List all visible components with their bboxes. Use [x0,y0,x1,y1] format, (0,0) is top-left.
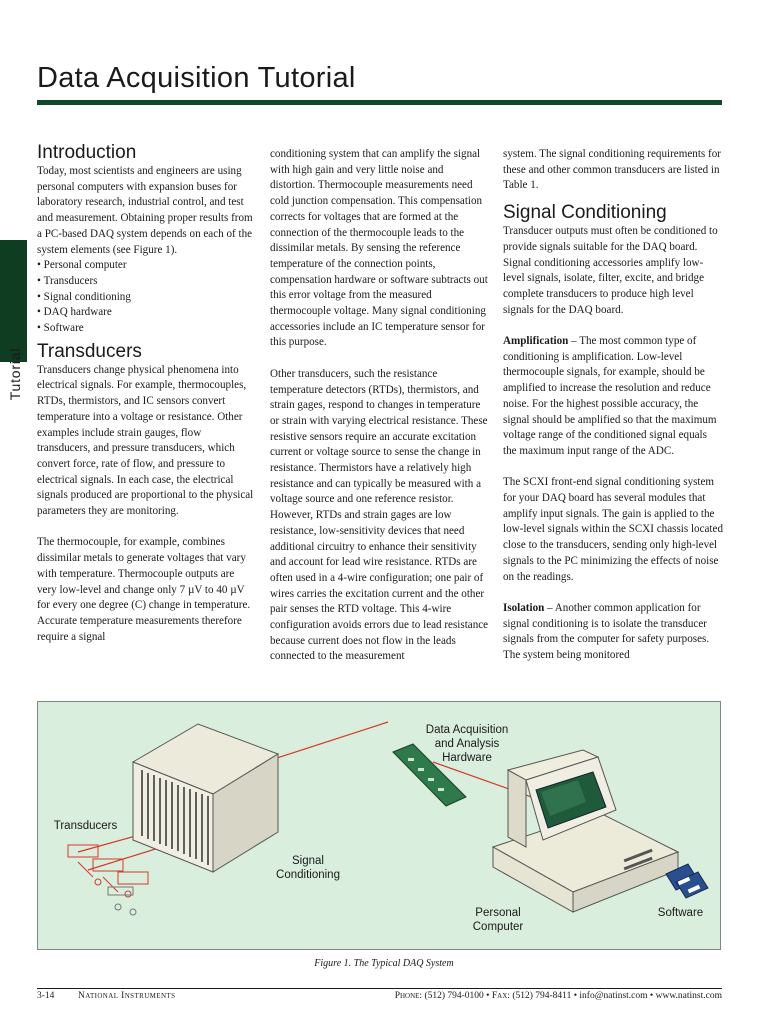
resistive-sensors-paragraph: Other transducers, such the resistance temperature detectors (RTDs), thermistors, and strain gages, respond to changes in temperature or strain with varying electrical resistance. These resistive sensors require an accurate excitation current or voltage source to sense the change in resistance. Thermistors have a relatively high resistance and can typically be measured with a voltage source and one reference resistor. However, RTDs and strain gages are low resistance, low-sensitivity devices that need additional circuitry to enhance their sensitivity and account for lead wire resistance. RTDs are often used in a 4-wire configuration; one pair of wires carries the excitation current and the other pair senses the RTD voltage. This 4-wire configuration avoids errors due to lead resistance because current does not flow in the leads connected to the measurement [270,367,489,663]
thermocouple-paragraph: The thermocouple, for example, combines dissimilar metals to generate voltages that vary with temperature. Thermocouple outputs are very low-level and change only 7 µV to 40 µV for every one degree (C) change in temperature. Accurate temperature measurements therefore require a signal [37,536,251,643]
side-tab-label: Tutorial [7,347,23,401]
signal-conditioning-paragraph: Transducer outputs must often be conditioned to provide signals suitable for the DAQ board. Signal conditioning accessories amplify low-level signals, isolate, filter, excite, and bridge complete transducers to produce high level signals for the DAQ board. [503,225,718,316]
footer-contact [395,991,722,1001]
list-item: • Software [37,321,255,337]
table-reference-paragraph: system. The signal conditioning requirements for these and other common transducers are listed in Table 1. [503,148,721,192]
list-item: • DAQ hardware [37,305,255,321]
figure-daq-system [37,701,721,950]
transducers-heading: Transducers [37,340,142,362]
personal-computer-label: Personal Computer [472,907,524,933]
introduction-paragraph: Today, most scientists and engineers are using personal computers with expansion buses for laboratory research, industrial control, and test and measurement. Obtaining proper results from a PC-based DAQ system depends on each of the system elements (see Figure 1). [37,165,253,256]
compensation-paragraph: conditioning system that can amplify the signal with high gain and very little noise and distortion. Thermocouple measurements need cold junction compensation. This compensation corrects for voltages that are formed at the connection of the thermocouple leads to the dissimilar metals. By sensing the reference temperature of the connection points, compensation hardware or software subtracts out this error voltage from the measured thermocouple voltage. Many signal conditioning accessories include an IC temperature sensor for this purpose. [270,148,488,349]
signal-conditioning-label: Signal Conditioning [276,855,340,881]
column-1 [37,142,255,645]
personal-computer-icon [493,750,678,912]
daq-hardware-label: Data Acquisition and Analysis Hardware [425,724,509,764]
list-item: • Transducers [37,274,255,290]
phone-label: Phone: [394,991,423,1001]
list-item: • Personal computer [37,258,255,274]
fax-label: Fax: [491,991,510,1001]
isolation-term: Isolation [503,601,545,614]
isolation-paragraph: Isolation – Another common application for signal conditioning is to isolate the transducer signals from the computer for safety purposes. The system being monitored [503,601,710,662]
footer-brand: National Instruments [78,991,176,1001]
title-rule [37,100,722,105]
signal-conditioning-heading: Signal Conditioning [503,202,667,224]
page-title: Data Acquisition Tutorial [37,62,356,94]
introduction-heading: Introduction [37,142,137,163]
transducers-paragraph: Transducers change physical phenomena into electrical signals. For example, thermocouples, RTDs, thermistors, and IC sensors convert temperature into a voltage or resistance. Other examples include strain gauges, flow transducers, and pressure transducers, which convert force, rate of flow, and pressure to electrical signals. In each case, the electrical signals produced are proportional to the physical parameters they are monitoring. [37,363,254,518]
side-tab-bar [0,240,27,362]
amplification-term: Amplification [503,335,569,348]
daq-system-illustration [38,702,722,951]
figure-caption: Figure 1. The Typical DAQ System [314,958,454,969]
transducers-label: Transducers [53,820,118,832]
software-label: Software [657,907,704,919]
column-2 [270,147,490,665]
list-item: • Signal conditioning [37,290,255,306]
phone-number: (512) 794-0100 • [422,991,492,1001]
system-elements-list [37,258,255,337]
scxi-paragraph: The SCXI front-end signal conditioning system for your DAQ board has several modules that amplify input signals. The gain is applied to the low-level signals within the SCXI chassis located close to the transducers, sending only high-level signals to the PC minimizing the effects of noise on the readings. [503,476,723,583]
footer-rule [37,988,722,989]
column-3 [503,147,723,664]
page-number: 3-14 [37,991,55,1001]
amplification-paragraph: Amplification – The most common type of conditioning is amplification. Low-level thermocouple signals, for example, should be amplified to increase the resolution and reduce noise. For the highest possible accuracy, the signal should be amplified so that the maximum voltage range of the conditioned signal equals the maximum input range of the ADC. [503,335,717,457]
fax-and-links: (512) 794-8411 • info@natinst.com • www.natinst.com [509,991,722,1001]
